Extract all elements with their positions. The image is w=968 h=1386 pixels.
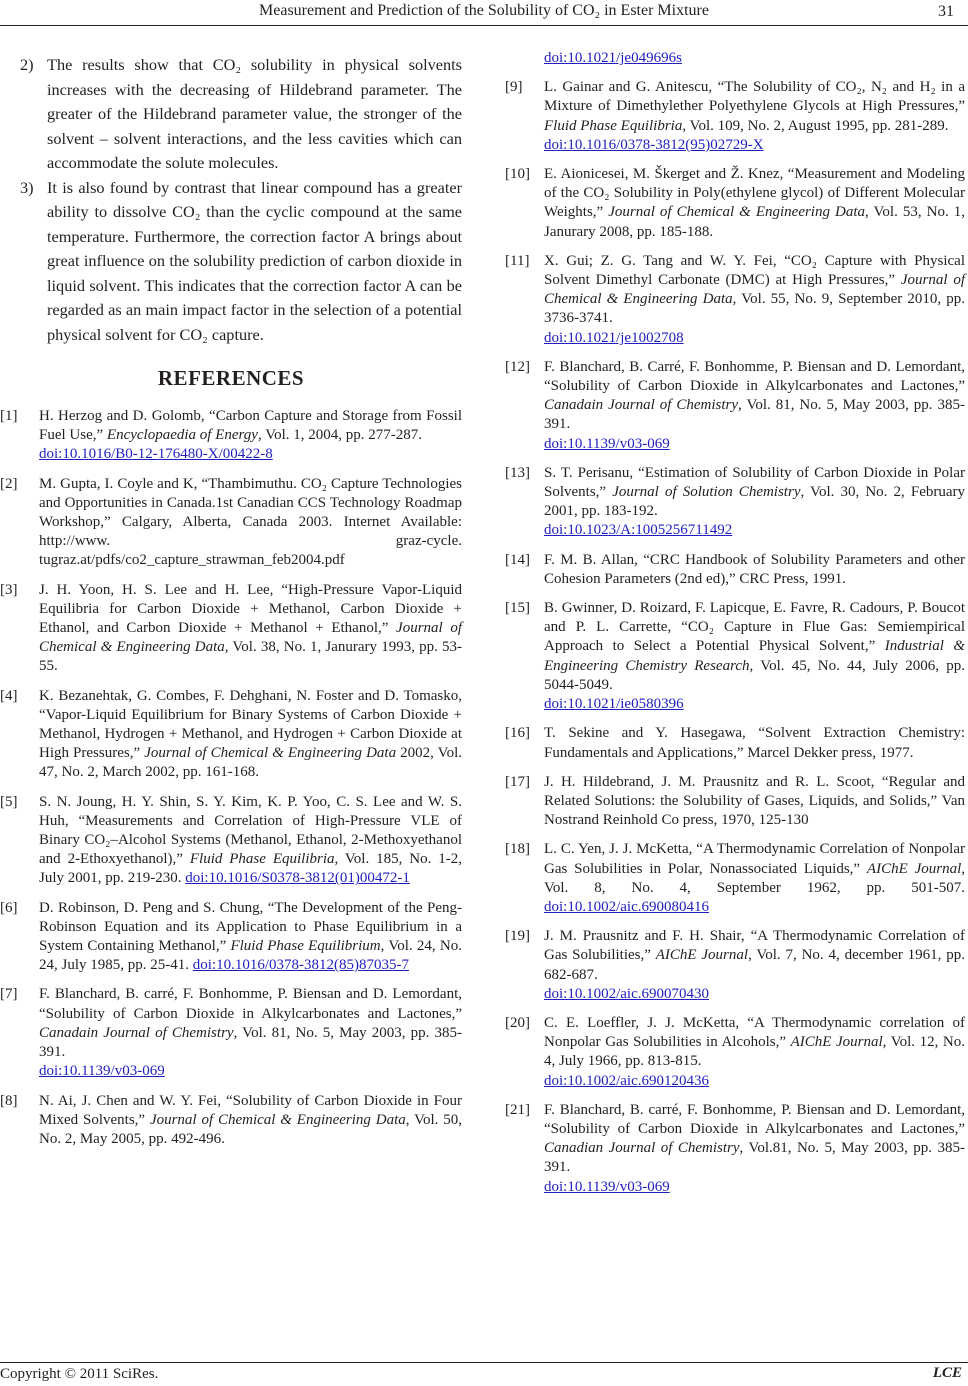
reference-item (0, 407, 462, 465)
reference-number: [19] (505, 928, 530, 945)
reference-number: [16] (505, 725, 530, 742)
page-header (0, 0, 968, 26)
reference-source: AIChE Journal (866, 860, 962, 877)
reference-number: [1] (0, 408, 18, 424)
reference-source: Fluid Phase Equilibria (189, 851, 335, 868)
footer-rule (0, 1362, 968, 1363)
left-column (0, 50, 462, 1157)
doi-link[interactable]: doi:10.1016/0378-3812(95)02729-X (544, 136, 764, 153)
journal-abbreviation: LCE (932, 1365, 962, 1381)
point-number: 2) (20, 55, 34, 74)
reference-number: [4] (0, 687, 18, 704)
reference-body: D. Robinson, D. Peng and S. Chung, “The Development of the Peng-Robinson Equation and its Application to Phase Equilibrium in a System Containing Methanol,” Fluid Phase Equilibrium, Vol. 24, No. 24, July 1985, pp. 25-41. doi:10.1016/0378-3812(85)87035-7 (39, 899, 462, 974)
reference-source: Canadain Journal of Chemistry (544, 397, 739, 414)
reference-source: Canadain Journal of Chemistry (39, 1024, 234, 1041)
reference-item (505, 464, 965, 541)
reference-number: [14] (505, 551, 530, 568)
doi-link[interactable]: doi:10.1139/v03-069 (544, 435, 670, 452)
reference-number: [17] (505, 773, 530, 790)
reference-number: [7] (0, 986, 18, 1003)
doi-link[interactable]: doi:10.1021/je1002708 (544, 329, 684, 346)
reference-body: F. Blanchard, B. carré, F. Bonhomme, P. Biensan and D. Lemordant, “Solubility of Carbon Dioxide in Alkylcarbonates and Lactones,” Canadain Journal of Chemistry, Vol. 81, No. 5, May 2003, pp. 385-391. doi:10.1139/v03-069 (39, 985, 462, 1081)
reference-number: [9] (505, 79, 523, 96)
reference-body: S. T. Perisanu, “Estimation of Solubility of Carbon Dioxide in Polar Solvents,” Journal of Solution Chemistry, Vol. 30, No. 2, February 2001, pp. 183-192. doi:10.1023/A:1005256711492 (544, 464, 965, 541)
reference-item (505, 165, 965, 242)
point-text: It is also found by contrast that linear compound has a greater ability to dissolve CO₂ than the cyclic compound at the same temperature. Furthermore, the correction factor A brings about great influence on the solubility prediction of carbon dioxide in liquid solvent. This indicates that the correction factor A can be regarded as an main impact factor in the selection of a potential physical solvent for CO₂ capture. (47, 177, 462, 344)
reference-body: L. C. Yen, J. J. McKetta, “A Thermodynamic Correlation of Nonpolar Gas Solubilities in Polar, Nonassociated Liquids,” AIChE Journal, Vol. 8, No. 4, September 1962, pp. 501-507. doi:10.1002/aic.690080416 (544, 841, 965, 915)
running-title: Measurement and Prediction of the Solubility of CO₂ in Ester Mixture (259, 2, 709, 19)
point-text: The results show that CO₂ solubility in physical solvents increases with the decreasing of Hildebrand parameter. The greater of the Hildebrand parameter value, the stronger of the solvent – solvent interactions, and the less cavities which can accommodate the solute molecules. (47, 55, 462, 172)
reference-list-left (0, 407, 462, 1149)
reference-item (0, 985, 462, 1081)
reference-item (505, 252, 965, 348)
reference-number: [8] (0, 1092, 18, 1109)
reference-number: [13] (505, 464, 530, 481)
doi-link[interactable]: doi:10.1002/aic.690070430 (544, 985, 709, 1002)
reference-number: [10] (505, 166, 530, 183)
reference-item (505, 358, 965, 454)
reference-body: C. E. Loeffler, J. J. McKetta, “A Thermodynamic correlation of Nonpolar Gas Solubilities in Alcohols,” AIChE Journal, Vol. 12, No. 4, July 1966, pp. 813-815. doi:10.1002/aic.690120436 (544, 1014, 965, 1091)
reference-item (505, 599, 965, 714)
doi-link[interactable]: doi:10.1002/aic.690120436 (544, 1072, 709, 1089)
reference-source: Encyclopaedia of Energy (106, 427, 258, 444)
reference-item (0, 899, 462, 976)
doi-link[interactable]: doi:10.1021/je049696s (544, 50, 682, 66)
page-number: 31 (938, 3, 954, 20)
reference-source: Journal of Chemical & Engineering Data (149, 1111, 406, 1128)
reference-source: Journal of Solution Chemistry (612, 484, 801, 501)
reference-item (505, 927, 965, 1004)
reference-number: [20] (505, 1014, 530, 1031)
reference-body: S. N. Joung, H. Y. Shin, S. Y. Kim, K. P. Yoo, C. S. Lee and W. S. Huh, “Measurements and Correlation of High-Pressure VLE of Binary CO₂–Alcohol Systems (Methanol, Ethanol, 2-Methoxyethanol and 2-Ethoxyethanol),” Fluid Phase Equilibria, Vol. 185, No. 1-2, July 2001, pp. 219-230. doi:10.1016/S0378-3812(01)00472-1 (39, 793, 462, 887)
reference-item (505, 1014, 965, 1091)
reference-body: J. H. Yoon, H. S. Lee and H. Lee, “High-Pressure Vapor-Liquid Equilibria for Carbon Dioxide + Methanol, Carbon Dioxide + Ethanol, and Carbon Dioxide + Methanol + Ethanol,” Journal of Chemical & Engineering Data, Vol. 38, No. 1, Janurary 1993, pp. 53-55. (39, 581, 462, 675)
reference-body: T. Sekine and Y. Hasegawa, “Solvent Extraction Chemistry: Fundamentals and Applications,” Marcel Dekker press, 1977. (544, 725, 965, 761)
reference-item (505, 78, 965, 155)
reference-list-right (505, 78, 965, 1197)
doi-link[interactable]: doi:10.1139/v03-069 (544, 1178, 670, 1195)
reference-item (0, 581, 462, 677)
reference-item (505, 773, 965, 831)
point-number: 3) (20, 177, 34, 197)
reference-source: Industrial & Engineering Chemistry Research (544, 638, 965, 674)
reference-item (505, 840, 965, 917)
right-column (505, 51, 965, 1207)
reference-item (0, 475, 462, 571)
doi-link[interactable]: doi:10.1002/aic.690080416 (544, 898, 709, 915)
reference-number: [15] (505, 600, 530, 617)
reference-number: [2] (0, 475, 18, 492)
reference-body: H. Herzog and D. Golomb, “Carbon Capture and Storage from Fossil Fuel Use,” Encyclopaedia of Energy, Vol. 1, 2004, pp. 277-287. doi:10.1016/B0-12-176480-X/00422-8 (39, 407, 462, 465)
reference-source: Canadian Journal of Chemistry (544, 1140, 740, 1157)
reference-item (505, 724, 965, 762)
reference-body: F. Blanchard, B. Carré, F. Bonhomme, P. Biensan and D. Lemordant, “Solubility of Carbon Dioxide in Alkylcarbonates and Lactones,” Canadain Journal of Chemistry, Vol. 81, No. 5, May 2003, pp. 385-391. doi:10.1139/v03-069 (544, 358, 965, 454)
doi-link[interactable]: doi:10.1016/0378-3812(85)87035-7 (192, 957, 409, 974)
doi-link[interactable]: doi:10.1139/v03-069 (39, 1063, 165, 1080)
reference-item (0, 687, 462, 783)
reference-body: M. Gupta, I. Coyle and K, “Thambimuthu. CO₂ Capture Technologies and Opportunities in Canada.1st Canadian CCS Technology Roadmap Workshop,” Calgary, Alberta, Canada 2003. Internet Available: http://www. graz-cycle. tugraz.at/pdfs/co2_capture_strawman_feb2004.pdf (39, 475, 462, 569)
doi-link[interactable]: doi:10.1016/S0378-3812(01)00472-1 (185, 870, 410, 887)
reference-source: AIChE Journal (790, 1034, 883, 1051)
doi-link[interactable]: doi:10.1023/A:1005256711492 (544, 522, 733, 539)
reference-source: Journal of Chemical & Engineering Data (144, 745, 397, 762)
reference-body: F. Blanchard, B. carré, F. Bonhomme, P. Biensan and D. Lemordant, “Solubility of Carbon Dioxide in Alkylcarbonates and Lactones,” Canadian Journal of Chemistry, Vol.81, No. 5, May 2003, pp. 385-391. doi:10.1139/v03-069 (544, 1101, 965, 1197)
reference-number: [5] (0, 793, 18, 810)
reference-8-doi (505, 49, 965, 68)
reference-body: J. M. Prausnitz and F. H. Shair, “A Thermodynamic Correlation of Gas Solubilities,” AIChE Journal, Vol. 7, No. 4, december 1961, pp. 682-687. doi:10.1002/aic.690070430 (544, 927, 965, 1004)
conclusion-point (0, 176, 462, 348)
reference-item (505, 551, 965, 589)
reference-number: [11] (505, 252, 530, 269)
reference-source: AIChE Journal (655, 947, 749, 964)
reference-body: N. Ai, J. Chen and W. Y. Fei, “Solubility of Carbon Dioxide in Four Mixed Solvents,” Journal of Chemical & Engineering Data, Vol. 50, No. 2, May 2005, pp. 492-496. (39, 1092, 463, 1147)
reference-body: J. H. Hildebrand, J. M. Prausnitz and R. L. Scoot, “Regular and Related Solutions: the Solubility of Gases, Liquids, and Solids,” Van Nostrand Reinhold Co press, 1970, 125-130 (544, 773, 965, 829)
reference-source: Journal of Chemical & Engineering Data (608, 204, 866, 221)
reference-body: L. Gainar and G. Anitescu, “The Solubility of CO₂, N₂ and H₂ in a Mixture of Dimethylether Polyethylene Glycols at High Pressures,” Fluid Phase Equilibria, Vol. 109, No. 2, August 1995, pp. 281-289. doi:10.1016/0378-3812(95)02729-X (544, 78, 965, 155)
reference-body: F. M. B. Allan, “CRC Handbook of Solubility Parameters and other Cohesion Parameters (2nd ed),” CRC Press, 1991. (544, 551, 965, 587)
reference-source: Journal of Chemical & Engineering Data (544, 272, 965, 308)
reference-number: [12] (505, 358, 530, 375)
reference-source: Fluid Phase Equilibria (544, 117, 683, 134)
reference-number: [21] (505, 1101, 530, 1118)
reference-number: [6] (0, 899, 18, 916)
conclusion-point (0, 53, 462, 176)
reference-source: Fluid Phase Equilibrium (230, 938, 381, 955)
reference-number: [3] (0, 581, 18, 598)
doi-link[interactable]: doi:10.1021/ie0580396 (544, 696, 684, 713)
reference-body: X. Gui; Z. G. Tang and W. Y. Fei, “CO₂ Capture with Physical Solvent Dimethyl Carbonate (DMC) at High Pressures,” Journal of Chemical & Engineering Data, Vol. 55, No. 9, September 2010, pp. 3736-3741. doi:10.1021/je1002708 (544, 252, 965, 348)
reference-body: E. Aionicesei, M. Škerget and Ž. Knez, “Measurement and Modeling of the CO₂ Solubility in Poly(ethylene glycol) of Different Molecular Weights,” Journal of Chemical & Engineering Data, Vol. 53, No. 1, Janurary 2008, pp. 185-188. (544, 166, 965, 240)
references-heading: REFERENCES (157, 366, 305, 390)
reference-item (0, 793, 462, 889)
reference-item (0, 1092, 462, 1150)
doi-link[interactable]: doi:10.1016/B0-12-176480-X/00422-8 (39, 446, 273, 463)
copyright-notice: Copyright © 2011 SciRes. (0, 1366, 159, 1382)
header-rule (0, 25, 968, 26)
reference-source: Journal of Chemical & Engineering Data (39, 620, 462, 656)
reference-body: K. Bezanehtak, G. Combes, F. Dehghani, N. Foster and D. Tomasko, “Vapor-Liquid Equilibrium for Binary Systems of Carbon Dioxide + Methanol, Hydrogen + Methanol, and Hydrogen + Carbon Dioxide at High Pressures,” Journal of Chemical & Engineering Data 2002, Vol. 47, No. 2, March 2002, pp. 161-168. (39, 687, 462, 781)
reference-number: [18] (505, 841, 530, 858)
reference-item (505, 1101, 965, 1197)
reference-body: B. Gwinner, D. Roizard, F. Lapicque, E. Favre, R. Cadours, P. Boucot and P. L. Carrette, “CO₂ Capture in Flue Gas: Semiempirical Approach to Select a Potential Physical Solvent,” Industrial & Engineering Chemistry Research, Vol. 45, No. 44, July 2006, pp. 5044-5049. doi:10.1021/ie0580396 (544, 599, 965, 714)
